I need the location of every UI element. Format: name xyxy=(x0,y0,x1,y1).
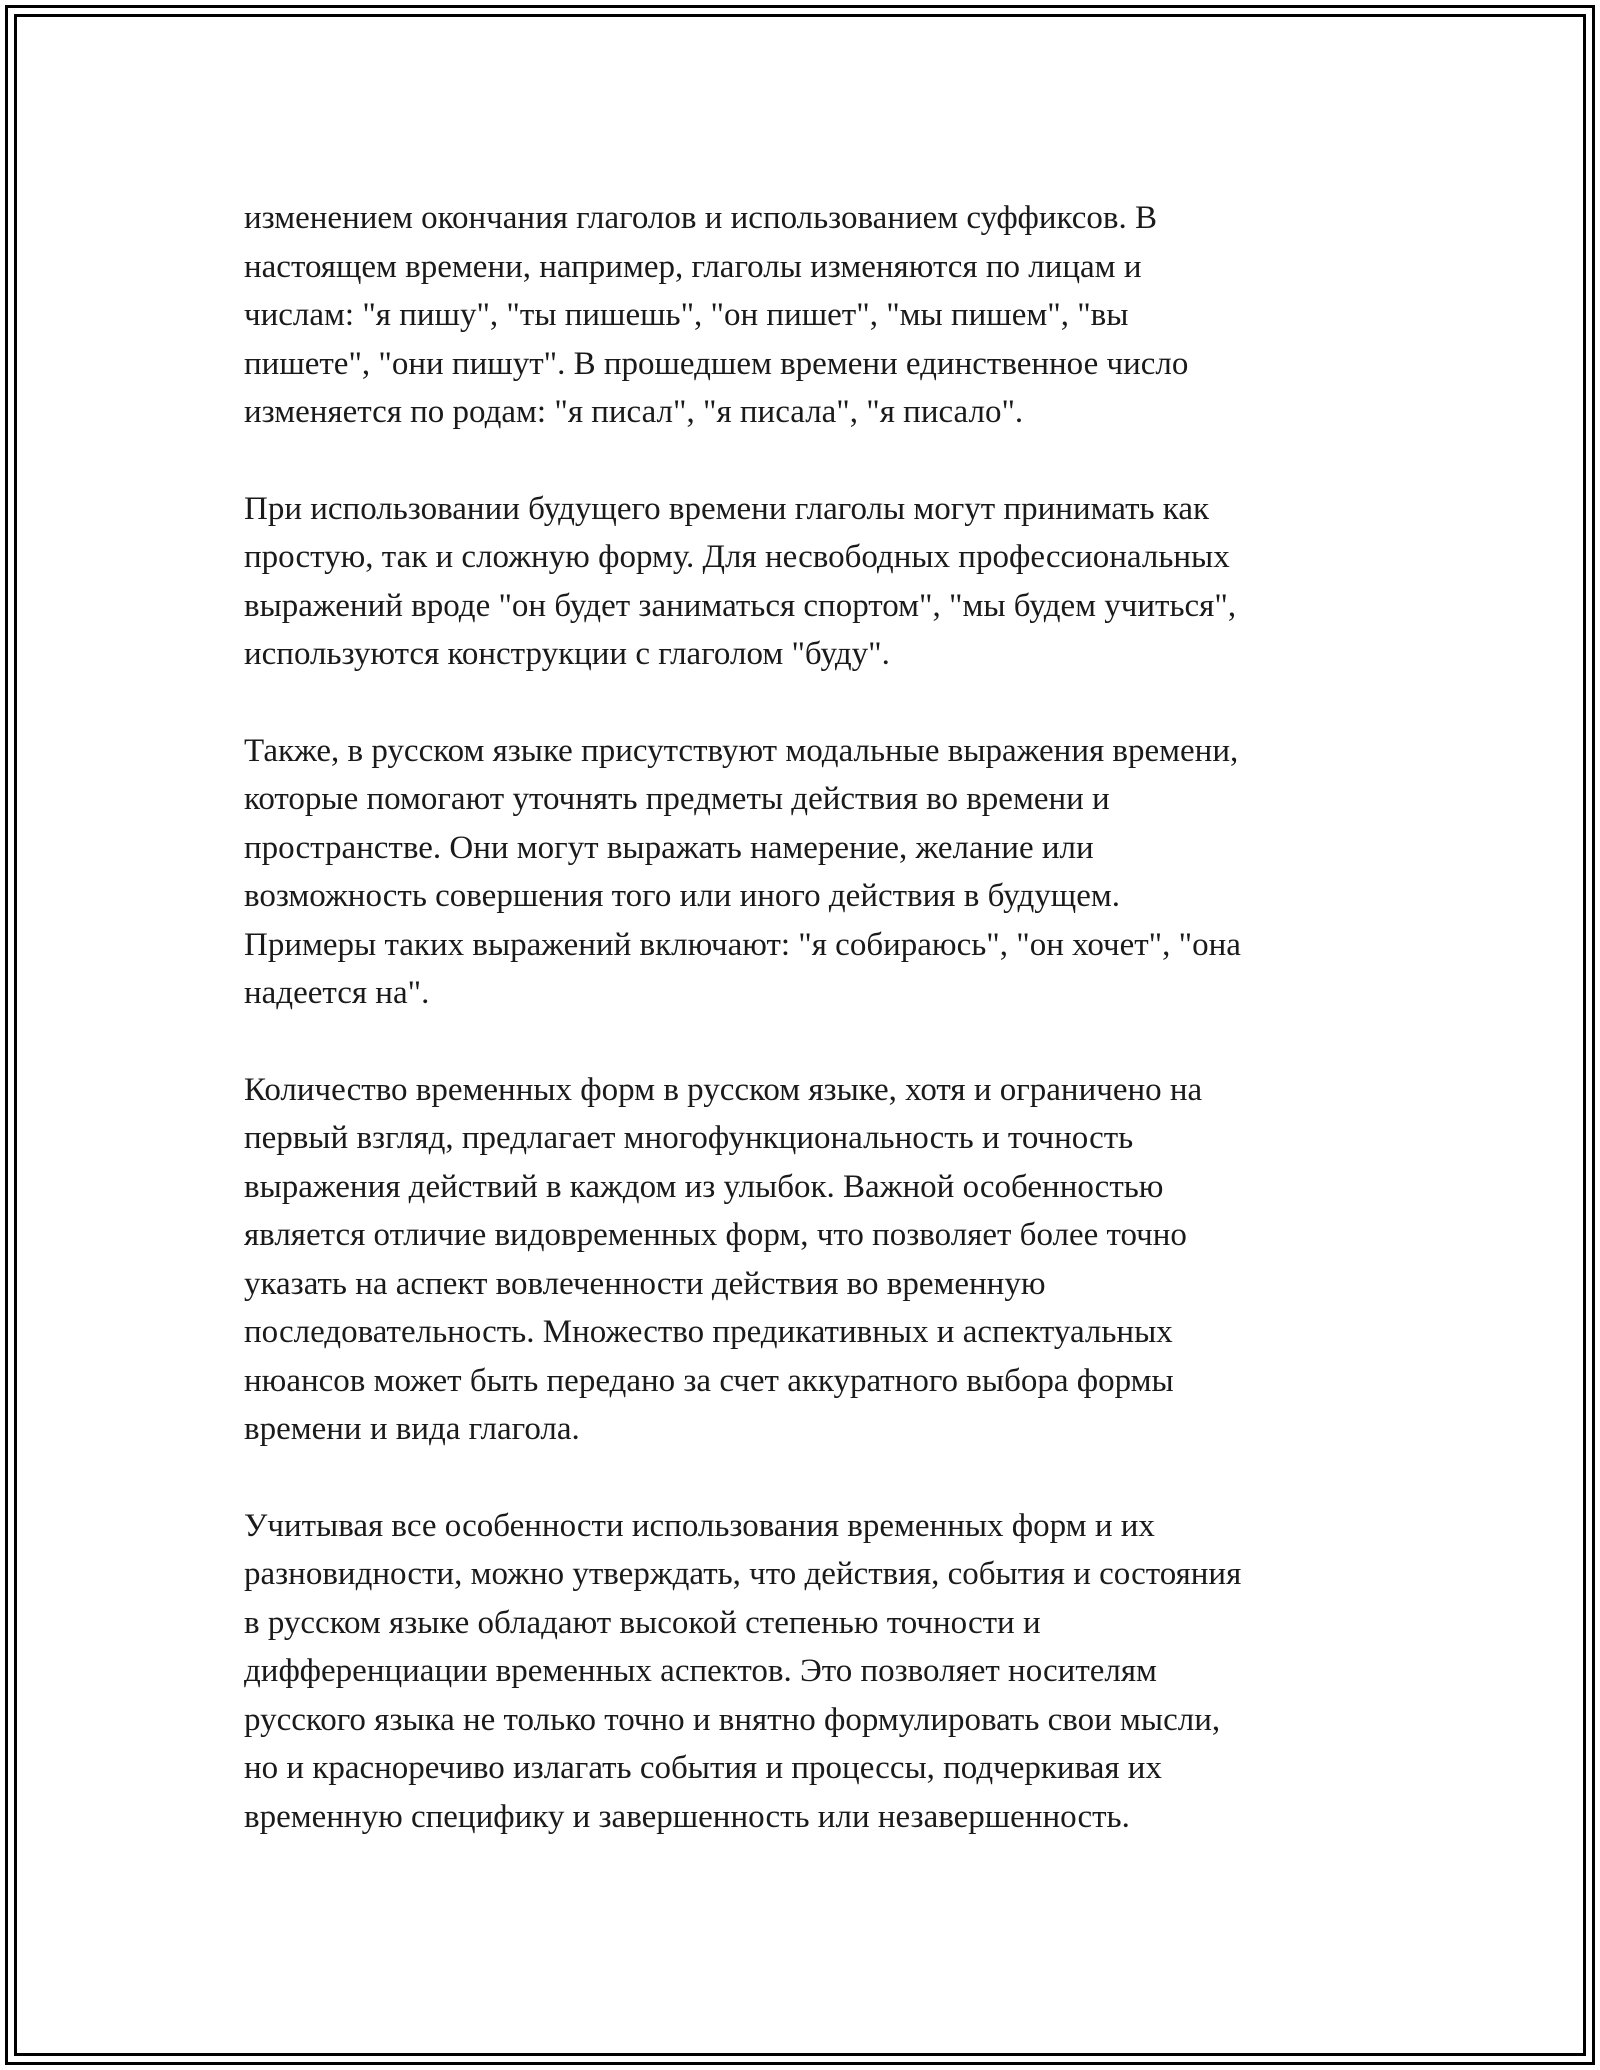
text-line: Также, в русском языке присутствуют модальные выражения времени, xyxy=(244,732,1239,769)
text-line: возможность совершения того или иного действия в будущем. xyxy=(244,878,1120,914)
text-line: разновидности, можно утверждать, что действия, события и состояния xyxy=(244,1556,1242,1592)
text-line: пространстве. Они могут выражать намерение, желание или xyxy=(244,829,1094,866)
text-line: последовательность. Множество предикативных и аспектуальных xyxy=(244,1314,1173,1350)
text-line: но и красноречиво излагать события и процессы, подчеркивая их xyxy=(244,1750,1162,1786)
text-line: русского языка не только точно и внятно формулировать свои мысли, xyxy=(244,1701,1221,1738)
text-line: временную специфику и завершенность или незавершенность. xyxy=(244,1798,1130,1835)
text-line: надеется на". xyxy=(244,975,430,1011)
document-body xyxy=(244,194,1394,1889)
text-line: выражения действий в каждом из улыбок. Важной особенностью xyxy=(244,1168,1164,1205)
paragraph-1 xyxy=(244,194,1394,437)
text-line: Примеры таких выражений включают: "я собираюсь", "он хочет", "она xyxy=(244,926,1241,963)
text-line: числам: "я пишу", "ты пишешь", "он пишет", "мы пишем", "вы xyxy=(244,297,1129,333)
text-line: первый взгляд, предлагает многофункциональность и точность xyxy=(244,1120,1134,1156)
text-line: указать на аспект вовлеченности действия во временную xyxy=(244,1265,1046,1302)
page-frame xyxy=(5,5,1595,2065)
text-line: времени и вида глагола. xyxy=(244,1411,580,1447)
text-line: нюансов может быть передано за счет аккуратного выбора формы xyxy=(244,1362,1174,1399)
text-line: выражений вроде "он будет заниматься спортом", "мы будем учиться", xyxy=(244,587,1237,624)
text-line: При использовании будущего времени глаголы могут принимать как xyxy=(244,490,1210,527)
text-line: в русском языке обладают высокой степенью точности и xyxy=(244,1604,1041,1641)
paragraph-4 xyxy=(244,1066,1394,1454)
text-line: является отличие видовременных форм, что позволяет более точно xyxy=(244,1217,1187,1253)
text-line: изменением окончания глаголов и использованием суффиксов. В xyxy=(244,200,1157,236)
text-line: настоящем времени, например, глаголы изменяются по лицам и xyxy=(244,248,1142,285)
paragraph-3 xyxy=(244,727,1394,1018)
text-line: дифференциации временных аспектов. Это позволяет носителям xyxy=(244,1653,1157,1689)
paragraph-2 xyxy=(244,485,1394,679)
text-line: которые помогают уточнять предметы действия во времени и xyxy=(244,781,1110,817)
text-line: изменяется по родам: "я писал", "я писала", "я писало". xyxy=(244,394,1024,430)
text-line: Учитывая все особенности использования временных форм и их xyxy=(244,1507,1155,1544)
text-line: простую, так и сложную форму. Для несвободных профессиональных xyxy=(244,539,1230,575)
text-line: Количество временных форм в русском языке, хотя и ограничено на xyxy=(244,1071,1203,1108)
text-line: пишете", "они пишут". В прошедшем времени единственное число xyxy=(244,345,1189,382)
paragraph-5 xyxy=(244,1502,1394,1842)
text-line: используются конструкции с глаголом "буду". xyxy=(244,636,890,672)
